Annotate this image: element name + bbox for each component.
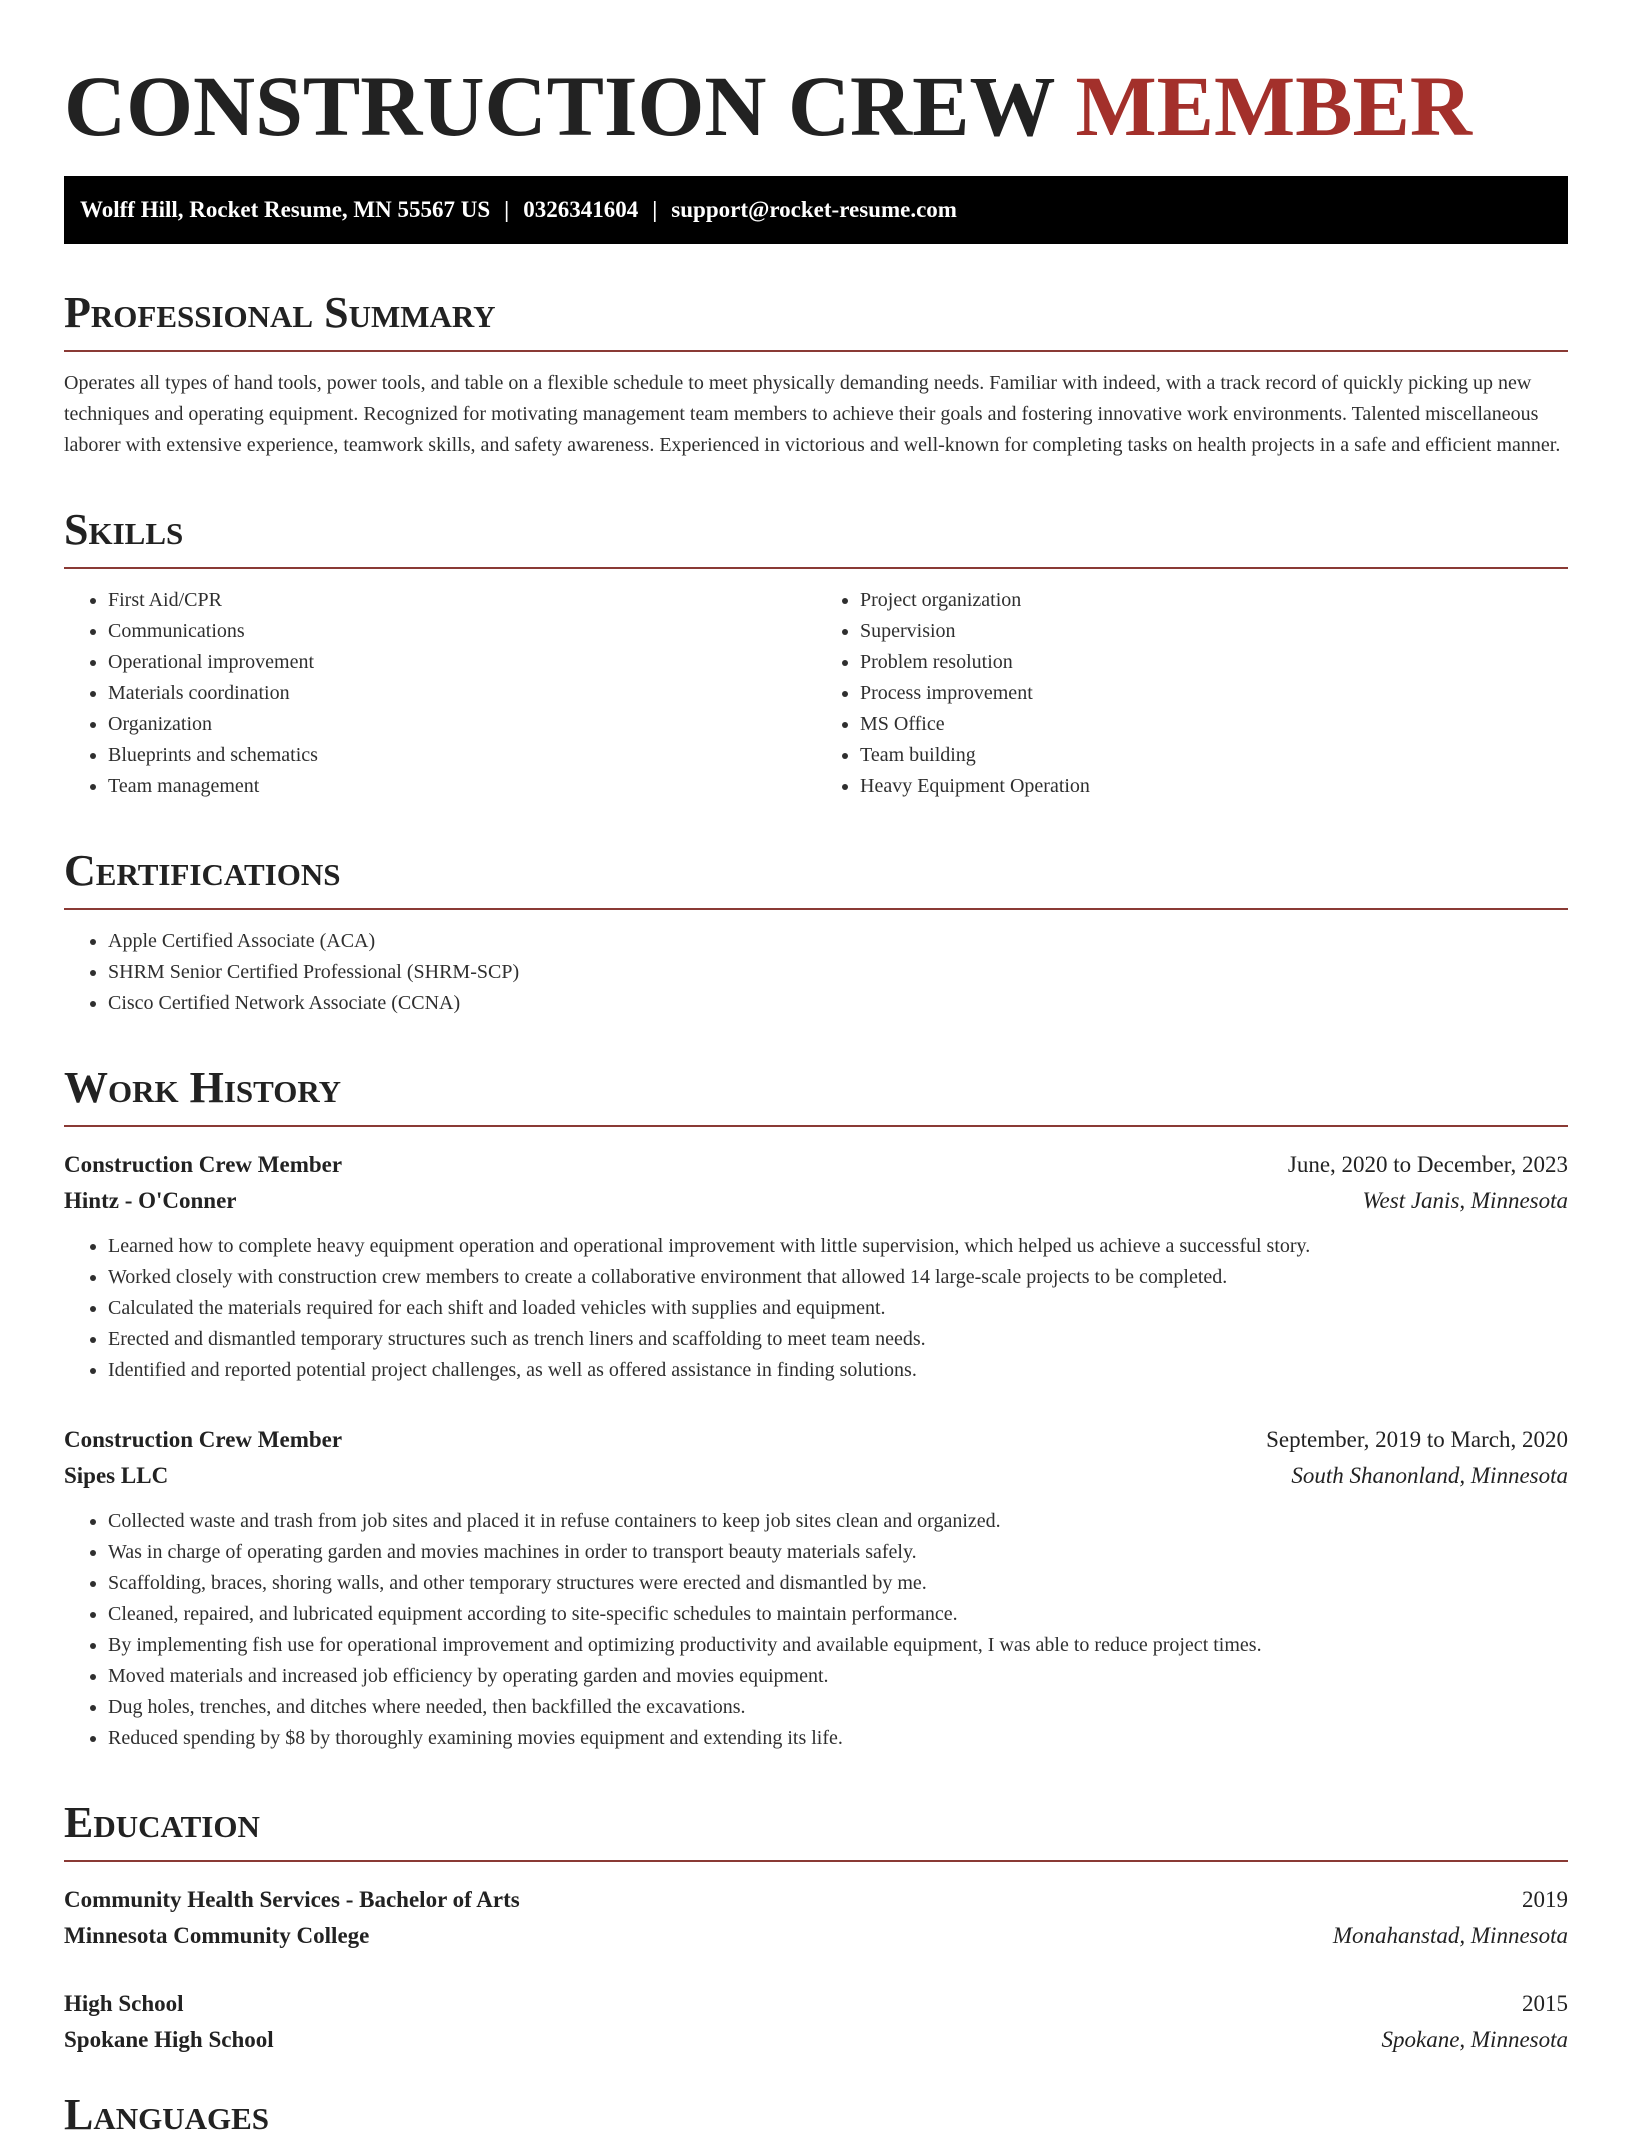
- education-entry: [64, 1882, 1568, 1954]
- education-degree: Community Health Services - Bachelor of Arts: [64, 1887, 520, 1912]
- section-title-education: Education: [64, 1798, 1568, 1862]
- education-entry: [64, 1986, 1568, 2058]
- job-company-row: [64, 1183, 1568, 1219]
- job-role: Construction Crew Member: [64, 1152, 343, 1177]
- job-bullet: • Identified and reported potential project challenges, as well as offered assistance in finding solutions.: [108, 1355, 1568, 1386]
- certifications-list: [64, 926, 1568, 1019]
- skill-item: • Problem resolution: [860, 647, 1568, 678]
- job-entry: [64, 1147, 1568, 1386]
- skills-columns: [64, 569, 1568, 802]
- job-bullet: • Cleaned, repaired, and lubricated equipment according to site-specific schedules to maintain performance.: [108, 1599, 1568, 1630]
- job-bullet: • Worked closely with construction crew members to create a collaborative environment that allowed 14 large-scale projects to be completed.: [108, 1262, 1568, 1293]
- job-bullet: • Moved materials and increased job efficiency by operating garden and movies equipment.: [108, 1661, 1568, 1692]
- skill-item: • Supervision: [860, 616, 1568, 647]
- job-header-row: [64, 1422, 1568, 1458]
- education-section: [64, 1798, 1568, 2058]
- education-school: Minnesota Community College: [64, 1923, 370, 1948]
- contact-address: Wolff Hill, Rocket Resume, MN 55567 US: [80, 197, 491, 222]
- certifications-section: [64, 846, 1568, 1019]
- summary-section: [64, 288, 1568, 461]
- job-location: South Shanonland, Minnesota: [1291, 1463, 1568, 1488]
- job-dates: June, 2020 to December, 2023: [1287, 1152, 1568, 1177]
- skill-item: • Project organization: [860, 585, 1568, 616]
- summary-text: Operates all types of hand tools, power tools, and table on a flexible schedule to meet physically demanding needs. Familiar with indeed, with a track record of quickly picking up new techniques and operating equipment. Recognized for motivating management team members to achieve their goals and fostering innovative work environments. Talented miscellaneous laborer with extensive experience, teamwork skills, and safety awareness. Experienced in victorious and well-known for completing tasks on health projects in a safe and efficient manner.: [64, 372, 1561, 456]
- skill-item: • Communications: [108, 616, 816, 647]
- job-dates: September, 2019 to March, 2020: [1266, 1427, 1568, 1452]
- skill-item: • Operational improvement: [108, 647, 816, 678]
- education-school: Spokane High School: [64, 2027, 274, 2052]
- job-role: Construction Crew Member: [64, 1427, 343, 1452]
- skill-item: • Process improvement: [860, 678, 1568, 709]
- education-degree: High School: [64, 1991, 184, 2016]
- education-school-row: [64, 1918, 1568, 1954]
- job-bullets: [64, 1506, 1568, 1754]
- job-company-row: [64, 1458, 1568, 1494]
- job-bullet: • Scaffolding, braces, shoring walls, and other temporary structures were erected and dismantled by me.: [108, 1568, 1568, 1599]
- skill-item: • Heavy Equipment Operation: [860, 771, 1568, 802]
- name-part-2: MEMBER: [1075, 58, 1473, 154]
- name-part-1: CONSTRUCTION CREW: [64, 58, 1054, 154]
- resume-name: [64, 0, 1568, 156]
- contact-separator: |: [504, 197, 510, 222]
- section-title-certifications: Certifications: [64, 846, 1568, 910]
- job-bullet: • By implementing fish use for operational improvement and optimizing productivity and available equipment, I was able to reduce project times.: [108, 1630, 1568, 1661]
- job-bullet: • Erected and dismantled temporary structures such as trench liners and scaffolding to meet team needs.: [108, 1324, 1568, 1355]
- job-bullet: • Collected waste and trash from job sites and placed it in refuse containers to keep job sites clean and organized.: [108, 1506, 1568, 1537]
- job-header-row: [64, 1147, 1568, 1183]
- skill-item: • Materials coordination: [108, 678, 816, 709]
- job-company: Sipes LLC: [64, 1463, 169, 1488]
- skill-item: • Organization: [108, 709, 816, 740]
- education-degree-row: [64, 1986, 1568, 2022]
- resume-page: [64, 0, 1568, 2152]
- skill-item: • Team building: [860, 740, 1568, 771]
- section-title-work-history: Work History: [64, 1063, 1568, 1127]
- job-location: West Janis, Minnesota: [1362, 1188, 1568, 1213]
- work-history-section: [64, 1063, 1568, 1754]
- job-bullet: • Was in charge of operating garden and movies machines in order to transport beauty materials safely.: [108, 1537, 1568, 1568]
- skill-item: • First Aid/CPR: [108, 585, 816, 616]
- contact-bar: [64, 176, 1568, 244]
- education-degree-row: [64, 1882, 1568, 1918]
- job-entry: [64, 1422, 1568, 1754]
- skill-item: • MS Office: [860, 709, 1568, 740]
- section-title-summary: Professional Summary: [64, 288, 1568, 352]
- certification-item: • SHRM Senior Certified Professional (SHRM-SCP): [108, 957, 1568, 988]
- languages-section: [64, 2090, 1568, 2152]
- section-title-languages: Languages: [64, 2090, 270, 2139]
- certification-item: • Apple Certified Associate (ACA): [108, 926, 1568, 957]
- education-year: 2015: [1522, 1991, 1568, 2016]
- job-bullet: • Reduced spending by $8 by thoroughly examining movies equipment and extending its life.: [108, 1723, 1568, 1754]
- job-bullet: • Dug holes, trenches, and ditches where needed, then backfilled the excavations.: [108, 1692, 1568, 1723]
- contact-phone: 0326341604: [523, 197, 639, 222]
- skill-item: • Team management: [108, 771, 816, 802]
- contact-separator: |: [652, 197, 658, 222]
- education-location: Monahanstad, Minnesota: [1332, 1923, 1568, 1948]
- skills-list-left: [64, 585, 816, 802]
- job-bullets: [64, 1231, 1568, 1386]
- contact-email: support@rocket-resume.com: [671, 197, 957, 222]
- education-location: Spokane, Minnesota: [1381, 2027, 1568, 2052]
- skills-list-right: [816, 585, 1568, 802]
- section-title-skills: Skills: [64, 505, 1568, 569]
- job-bullet: • Learned how to complete heavy equipment operation and operational improvement with little supervision, which helped us achieve a successful story.: [108, 1231, 1568, 1262]
- job-bullet: • Calculated the materials required for each shift and loaded vehicles with supplies and equipment.: [108, 1293, 1568, 1324]
- skill-item: • Blueprints and schematics: [108, 740, 816, 771]
- education-year: 2019: [1522, 1887, 1568, 1912]
- education-school-row: [64, 2022, 1568, 2058]
- certification-item: • Cisco Certified Network Associate (CCNA): [108, 988, 1568, 1019]
- skills-section: [64, 505, 1568, 802]
- job-company: Hintz - O'Conner: [64, 1188, 237, 1213]
